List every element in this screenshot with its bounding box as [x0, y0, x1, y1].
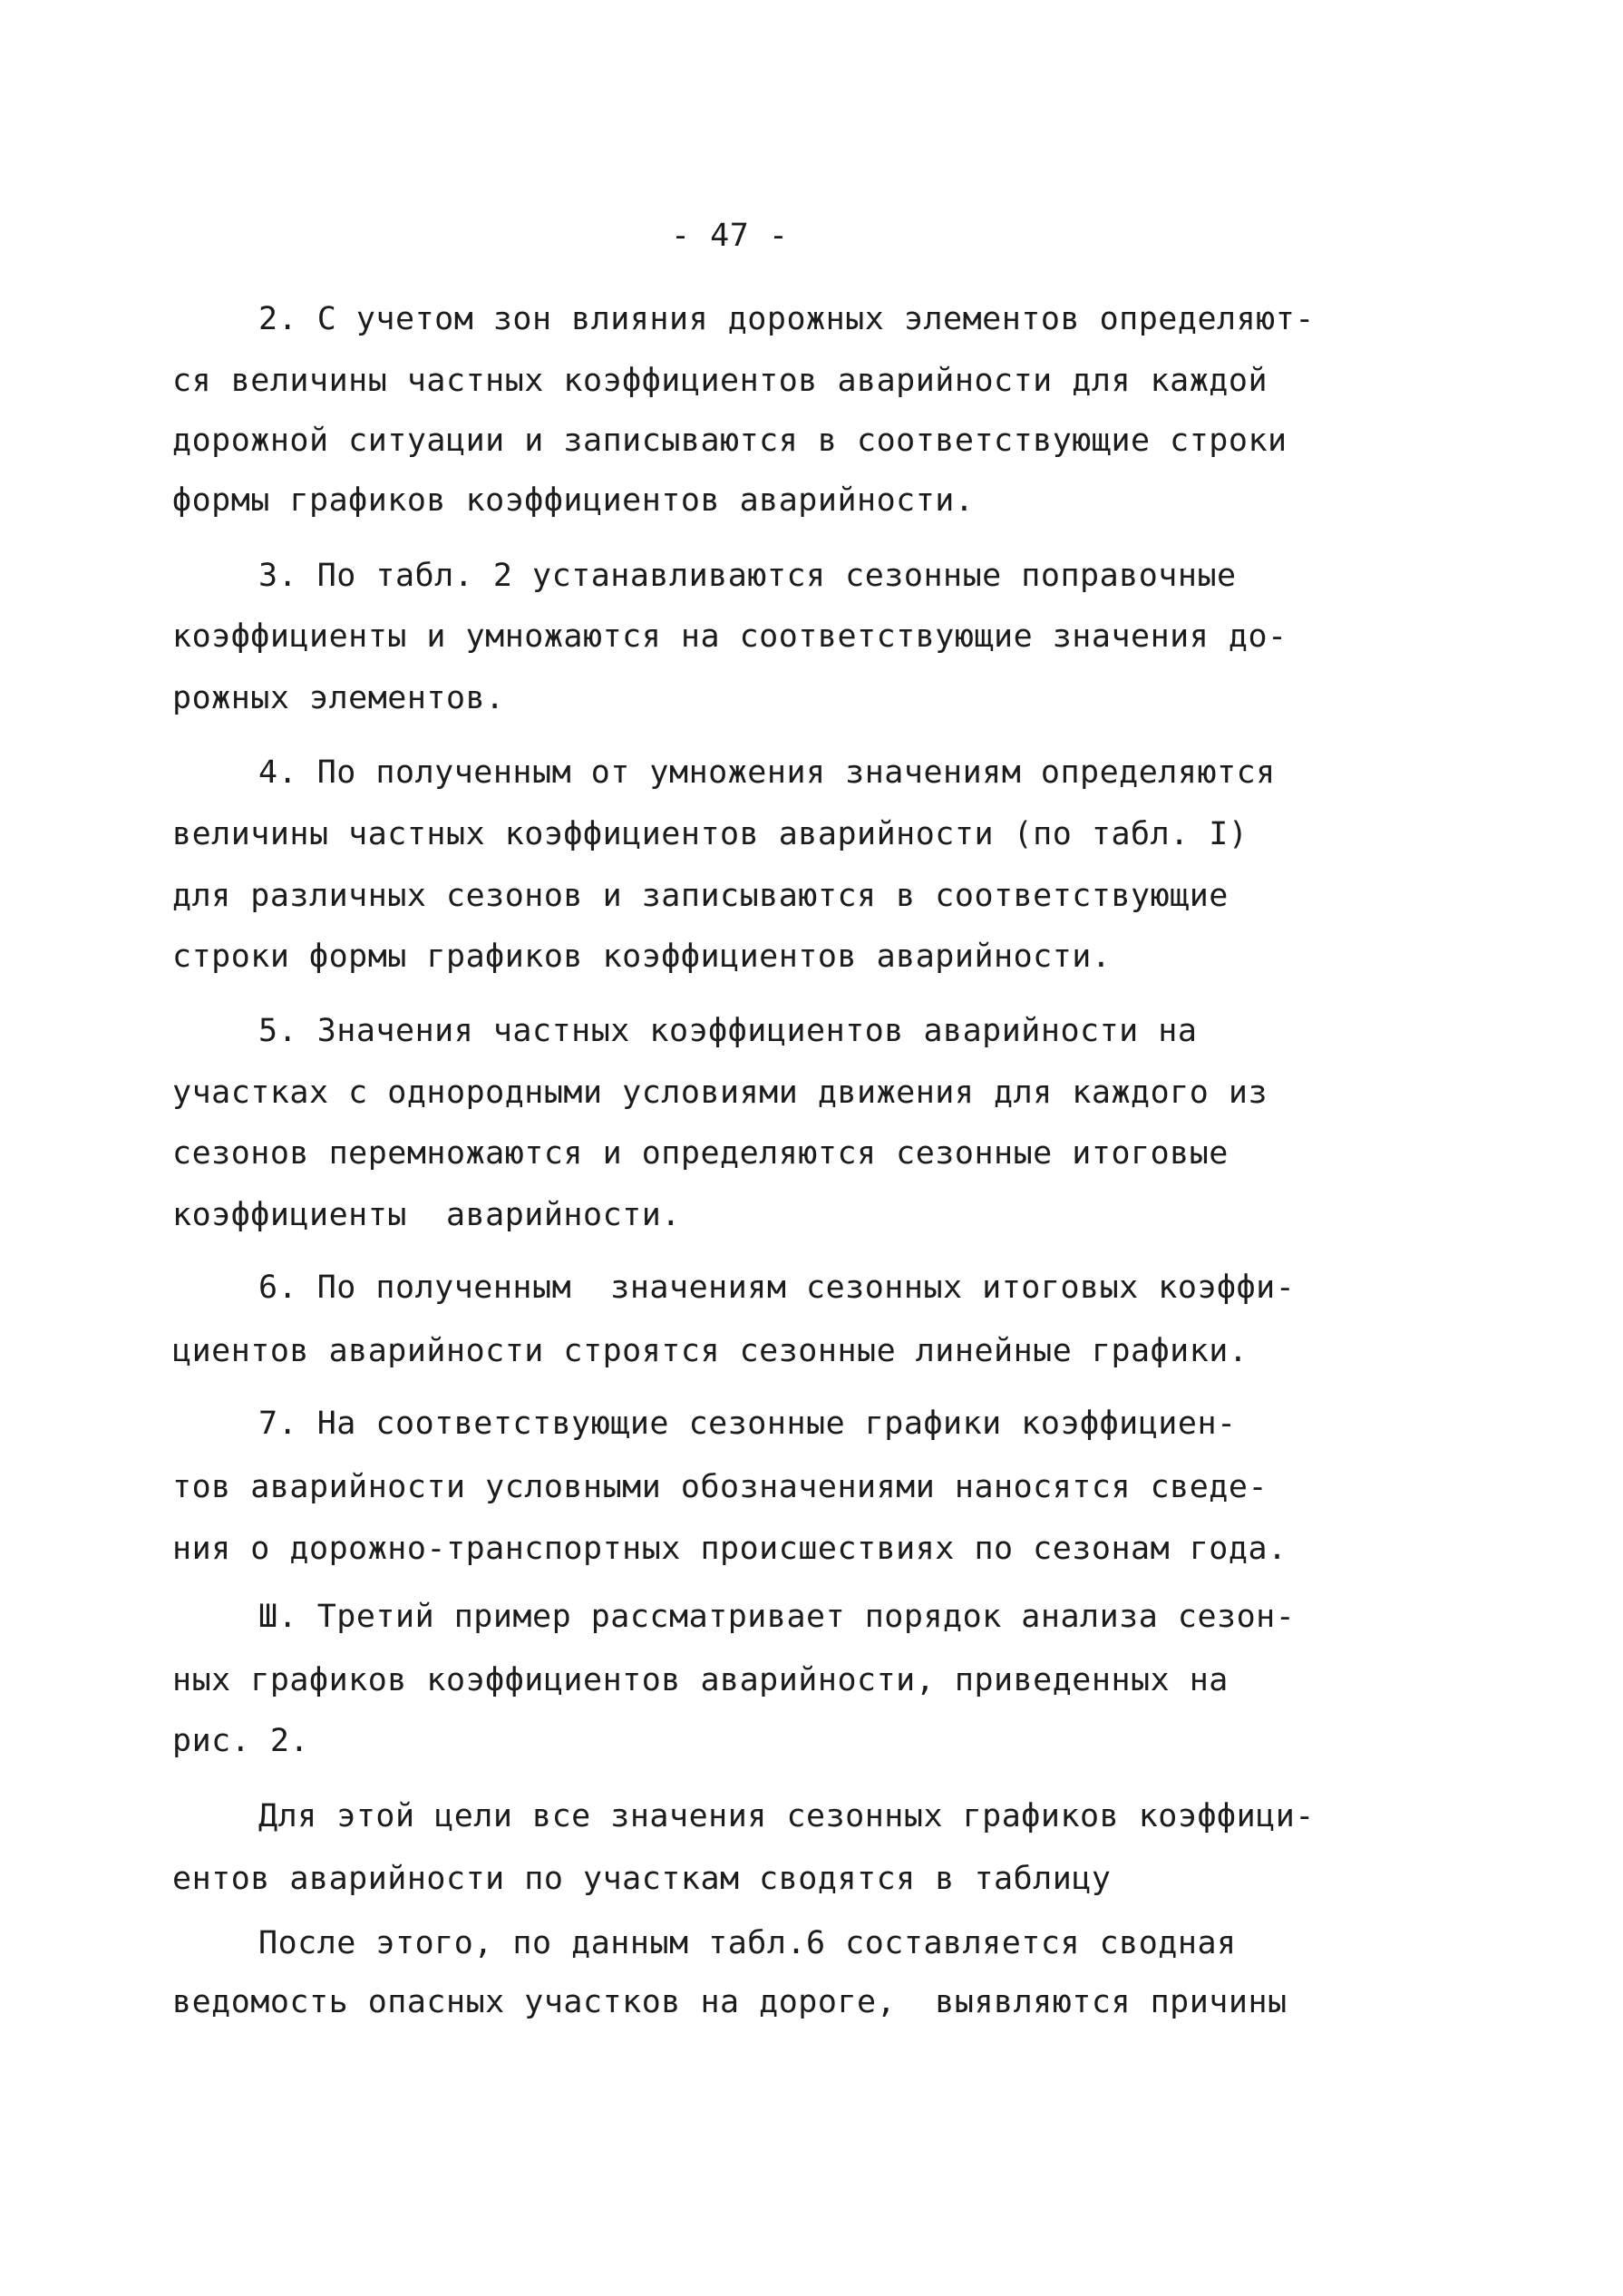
text-line: Ш. Третий пример рассматривает порядок анализа сезон- [258, 1599, 1296, 1635]
text-line: сезонов перемножаются и определяются сезонные итоговые [172, 1135, 1229, 1172]
text-line: 5. Значения частных коэффициентов аварийности на [258, 1013, 1198, 1049]
text-line: ния о дорожно-транспортных происшествиях по сезонам года. [172, 1531, 1288, 1567]
text-line: рис. 2. [172, 1723, 310, 1759]
text-line: для различных сезонов и записываются в соответствующие [172, 878, 1229, 914]
text-line: ведомость опасных участков на дороге, выявляются причины [172, 1984, 1288, 2020]
text-line: рожных элементов. [172, 680, 505, 716]
text-line: участках с однородными условиями движения для каждого из [172, 1075, 1268, 1111]
text-line: 3. По табл. 2 устанавливаются сезонные поправочные [258, 558, 1237, 594]
text-line: 2. С учетом зон влияния дорожных элементов определяют- [258, 301, 1315, 337]
text-line: тов аварийности условными обозначениями наносятся сведе- [172, 1469, 1268, 1505]
text-line: величины частных коэффициентов аварийности (по табл. I) [172, 816, 1249, 852]
text-line: ных графиков коэффициентов аварийности, приведенных на [172, 1662, 1229, 1698]
text-line: ся величины частных коэффициентов аварийности для каждой [172, 363, 1268, 399]
text-line: После этого, по данным табл.6 составляется сводная [258, 1925, 1237, 1961]
text-line: формы графиков коэффициентов аварийности. [172, 482, 975, 519]
text-line: коэффициенты и умножаются на соответствующие значения до- [172, 618, 1288, 655]
text-line: коэффициенты аварийности. [172, 1197, 681, 1233]
text-line: 6. По полученным значениям сезонных итоговых коэффи- [258, 1270, 1296, 1306]
text-line: Для этой цели все значения сезонных графиков коэффици- [258, 1798, 1315, 1834]
page-number: - 47 - [671, 218, 789, 254]
text-line: 7. На соответствующие сезонные графики коэффициен- [258, 1406, 1237, 1442]
text-line: строки формы графиков коэффициентов аварийности. [172, 939, 1112, 975]
text-line: ентов аварийности по участкам сводятся в таблицу [172, 1861, 1112, 1897]
text-line: циентов аварийности строятся сезонные линейные графики. [172, 1333, 1249, 1369]
text-line: 4. По полученным от умножения значениям определяются [258, 754, 1276, 791]
text-line: дорожной ситуации и записываются в соответствующие строки [172, 423, 1288, 459]
